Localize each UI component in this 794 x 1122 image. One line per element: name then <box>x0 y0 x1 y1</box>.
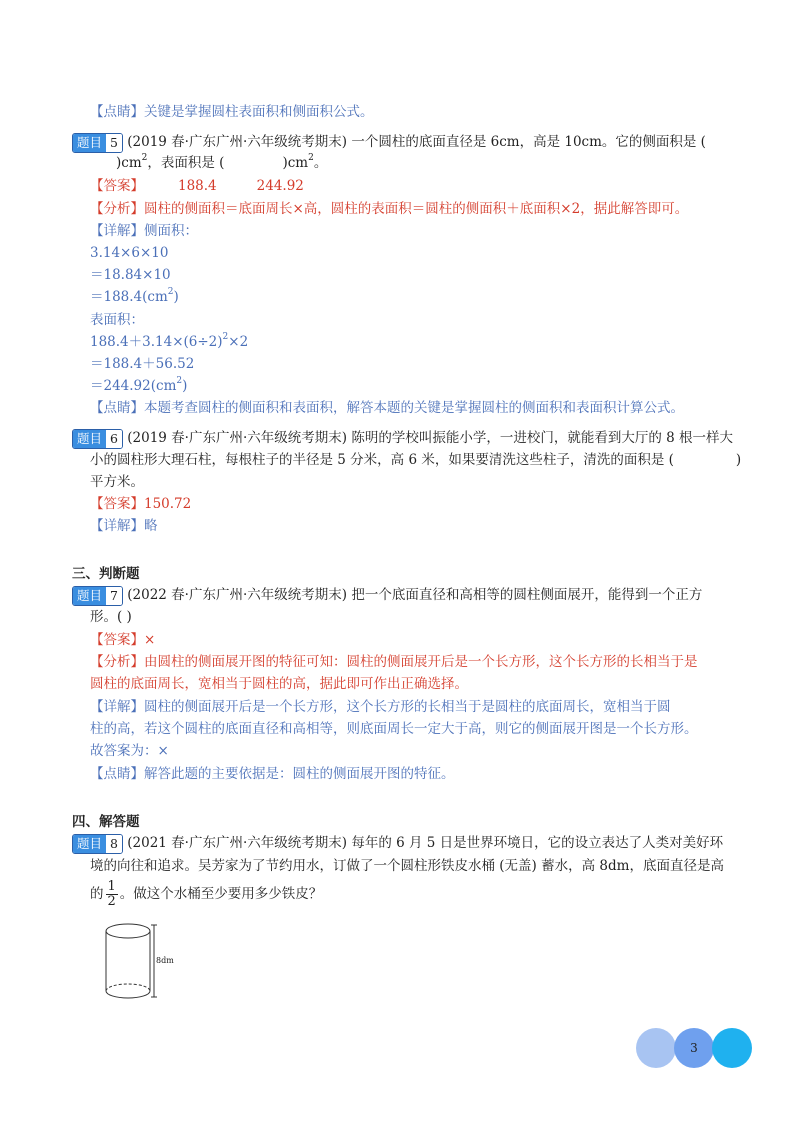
q5-line1 <box>72 132 706 153</box>
q5-step5: ＝188.4＋56.52 <box>90 356 195 372</box>
q5-text1: (2019 春·广东广州·六年级统考期末) 一个圆柱的底面直径是 6cm，高是 10cm。它的侧面积是 ( <box>127 134 706 150</box>
q5-step2: ＝18.84×10 <box>90 267 171 283</box>
q5-surface-label: 表面积： <box>90 312 144 328</box>
cylinder-bottom-front <box>106 991 150 998</box>
q6-detail: 【详解】略 <box>90 518 158 534</box>
q7-line1: 题目 7 (2022 春·广东广州·六年级统考期末) 把一个底面直径和高相等的圆柱侧面展开，能得到一个正方 <box>72 585 702 606</box>
q6-line2: 小的圆柱形大理石柱，每根柱子的半径是 5 分米，高 6 米，如果要清洗这些柱子，清洗的面积是 ( ) <box>90 452 742 468</box>
q7-detail2: 柱的高，若这个圆柱的底面直径和高相等，则底面周长一定大于高，则它的侧面展开图是一个长方形。 <box>90 721 698 737</box>
q5-step1: 3.14×6×10 <box>90 245 169 261</box>
q6-answer: 【答案】150.72 <box>90 496 192 512</box>
q5-answer: 【答案】 188.4 244.92 <box>90 178 304 194</box>
q5-tip: 【点睛】本题考查圆柱的侧面积和表面积，解答本题的关键是掌握圆柱的侧面积和表面积计算公式。 <box>90 400 684 416</box>
q5-step6: $=244.92(cm^2)$ <box>90 376 188 394</box>
q7-detail3: 故答案为：× <box>90 743 169 759</box>
q8-line3: 的 $\frac{1}{2}$ 。做这个水桶至少要用多少铁皮？ <box>90 879 323 909</box>
q6-line3: 平方米。 <box>90 474 144 490</box>
q7-analysis2: 圆柱的底面周长，宽相当于圆柱的高，据此即可作出正确选择。 <box>90 676 468 692</box>
section-4-title: 四、解答题 <box>72 814 140 830</box>
q7-tip: 【点睛】解答此题的主要依据是：圆柱的侧面展开图的特征。 <box>90 766 455 782</box>
q8-tag: 题目 8 <box>72 834 123 854</box>
page-circle-left <box>636 1028 676 1068</box>
q8-line2: 境的向往和追求。吴芳家为了节约用水，订做了一个圆柱形铁皮水桶 (无盖) 蓄水，高 8dm，底面直径是高 <box>90 858 724 874</box>
cylinder-top-ellipse <box>106 924 150 938</box>
q7-analysis1: 【分析】由圆柱的侧面展开图的特征可知：圆柱的侧面展开后是一个长方形，这个长方形的长相当于是 <box>90 654 698 670</box>
fraction-one-half: $\frac{1}{2}$ <box>107 879 116 909</box>
q5-step4: $188.4+3.14\times(6\div 2)^2\times 2$ <box>90 332 249 350</box>
q5-line2: )$cm^2$，表面积是 ( )$cm^2$。 <box>116 153 328 171</box>
page-circle-right <box>712 1028 752 1068</box>
q5-answer2: 244.92 <box>256 178 304 194</box>
height-label: 8dm <box>156 956 174 965</box>
q5-tag: 题目 5 <box>72 133 123 153</box>
q5-step3: $=188.4(cm^2)$ <box>90 287 179 305</box>
q7-detail1: 【详解】圆柱的侧面展开后是一个长方形，这个长方形的长相当于是圆柱的底面周长，宽相当于圆 <box>90 699 671 715</box>
q6-tag: 题目 6 <box>72 429 123 449</box>
cylinder-figure <box>98 918 188 1008</box>
q7-line2: 形。( ) <box>90 609 132 625</box>
tip-top: 【点睛】关键是掌握圆柱表面积和侧面积公式。 <box>90 104 374 120</box>
q5-answer1: 188.4 <box>178 178 217 194</box>
q6-line1: 题目 6 (2019 春·广东广州·六年级统考期末) 陈明的学校叫振能小学，一进校门，就能看到大厅的 8 根一样大 <box>72 428 733 449</box>
section-3-title: 三、判断题 <box>72 566 140 582</box>
q5-analysis: 【分析】圆柱的侧面积＝底面周长×高，圆柱的表面积＝圆柱的侧面积＋底面积×2，据此解答即可。 <box>90 201 689 217</box>
q7-tag: 题目 7 <box>72 586 123 606</box>
q8-line1: 题目 8 (2021 春·广东广州·六年级统考期末) 每年的 6 月 5 日是世界环境日，它的设立表达了人类对美好环 <box>72 833 723 854</box>
page-number: 3 <box>690 1041 698 1055</box>
q7-answer: 【答案】× <box>90 632 156 648</box>
q5-detail-label: 【详解】侧面积： <box>90 223 198 239</box>
cylinder-bottom-back <box>106 984 150 991</box>
